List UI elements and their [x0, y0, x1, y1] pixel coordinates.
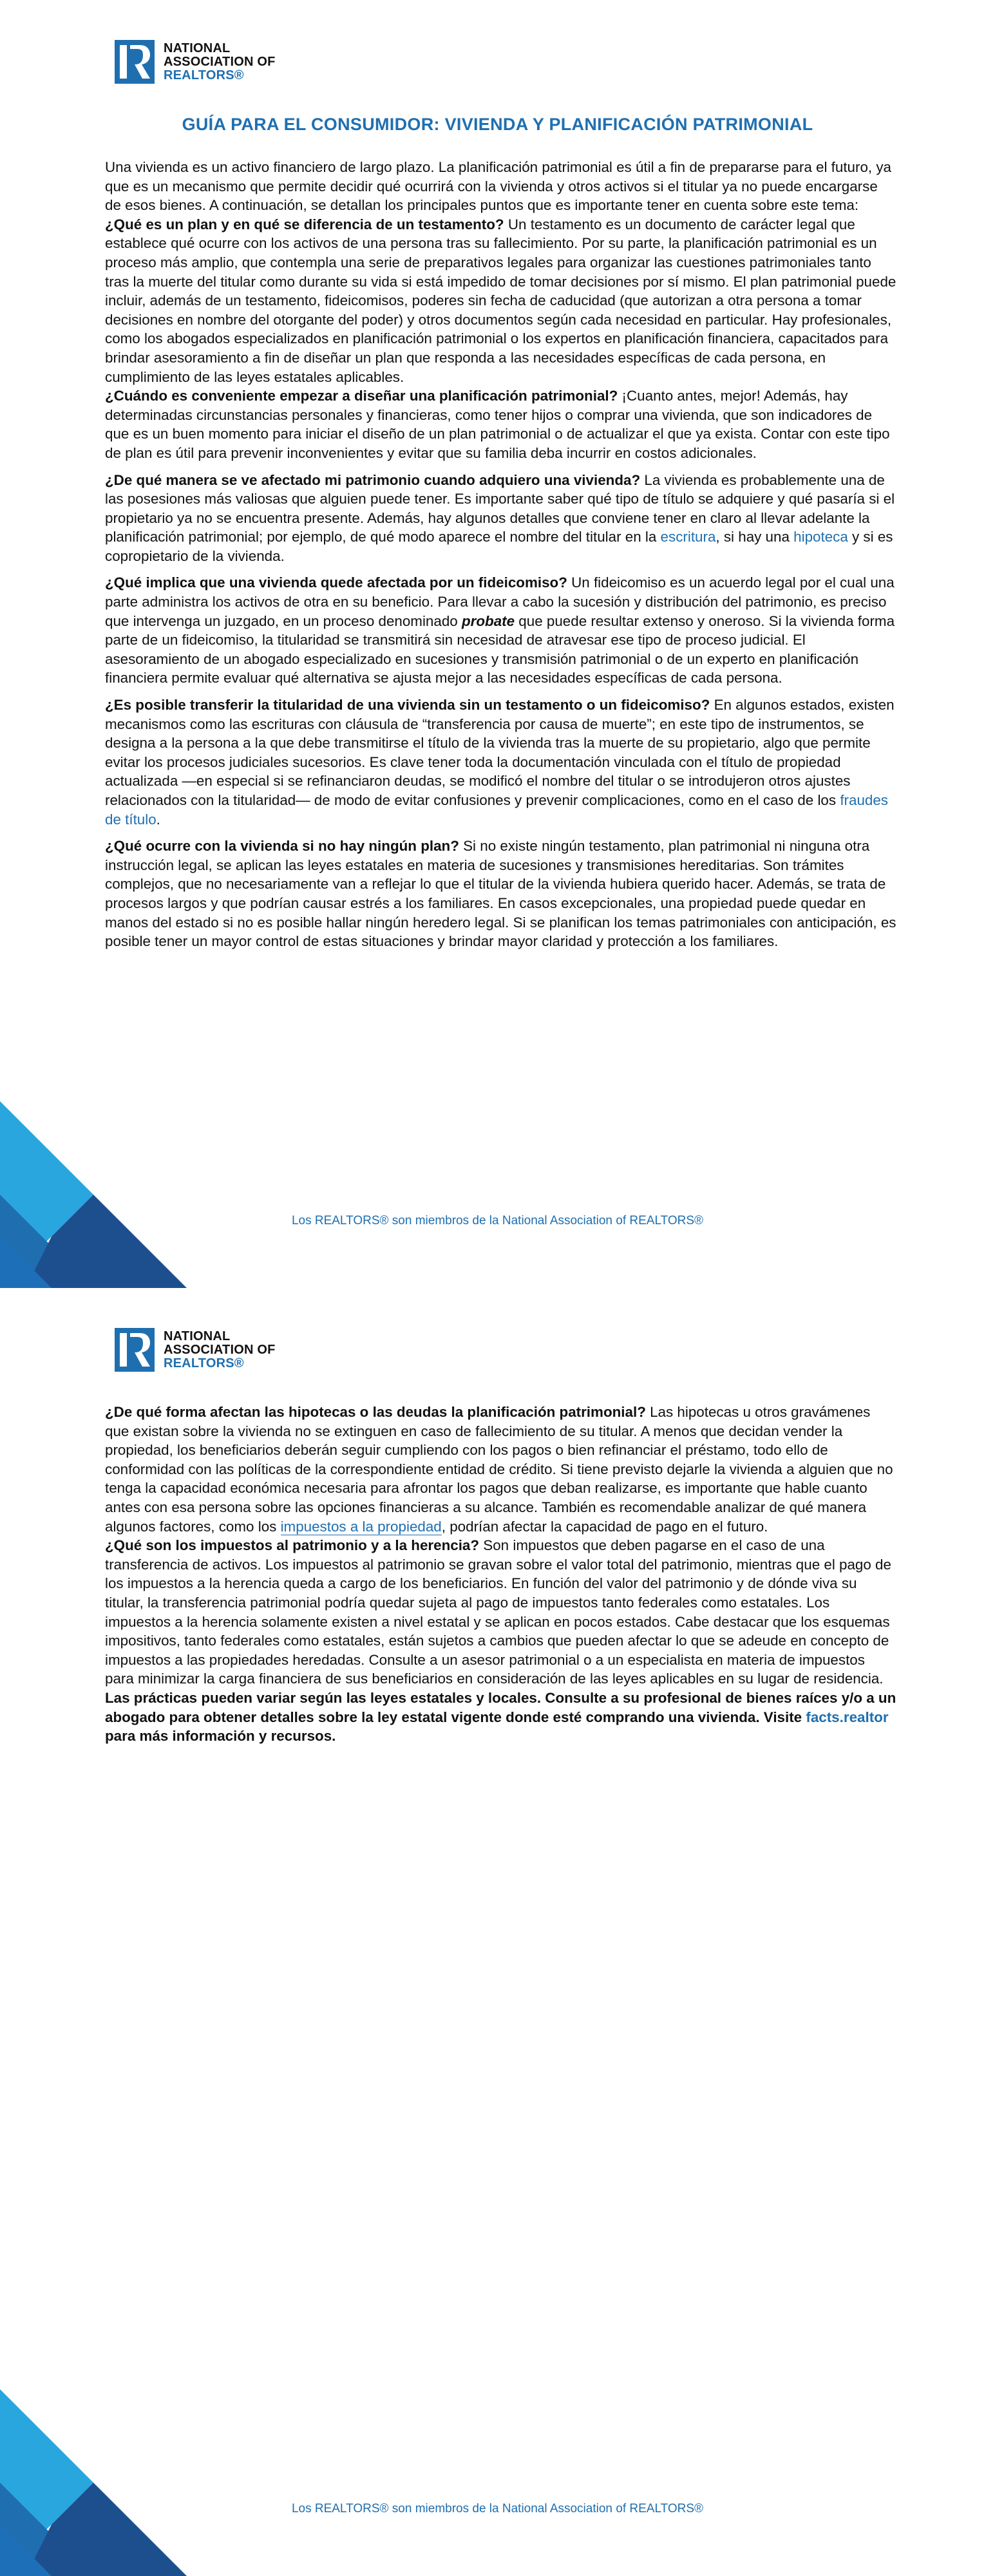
- section-plan-vs-testament: [105, 215, 897, 386]
- section-body-end: que puede resultar extenso y oneroso. Si la vivienda forma parte de un fideicomiso, la titularidad se transmitirá sin necesidad de atravesar ese tipo de proceso judicial. El asesoramiento de un abogado especializado en sucesiones y transmisión patrimonial o de un experto en planificación financiera permite evaluar qué alternativa se ajusta mejor a las necesidades específicas de cada persona.: [105, 612, 895, 687]
- section-body-end: .: [156, 811, 160, 828]
- section-body-end: , podrían afectar la capacidad de pago en el futuro.: [441, 1518, 768, 1535]
- section-body: Las hipotecas u otros gravámenes que existan sobre la vivienda no se extinguen en caso de fallecimiento de su titular. A menos que decidan vender la propiedad, los beneficiarios deberán seguir cumpliendo con los pagos o bien refinanciar el préstamo, todo ello de conformidad con las políticas de la correspondiente entidad de crédito. Si tiene previsto dejarle la vivienda a alguien que no tenga la capacidad económica necesaria para afrontar los pagos que deban realizarse, es importante que hable cuanto antes con esa persona sobre las opciones financieras a su alcance. También es recomendable analizar de qué manera algunos factores, como los: [105, 1404, 893, 1535]
- section-body: La vivienda es probablemente una de las posesiones más valiosas que alguien puede tener. Es importante saber qué tipo de título se adquiere y qué pasaría si el propietario ya no se encuentra presente. Además, hay algunos detalles que conviene tener en claro al llevar adelante la planificación patrimonial; por ejemplo, de qué modo aparece el nombre del titular en la: [105, 471, 895, 545]
- link-escritura[interactable]: escritura: [660, 529, 716, 545]
- section-body: Son impuestos que deben pagarse en el caso de una transferencia de activos. Los impuestos al patrimonio se gravan sobre el valor total del patrimonio, mientras que el pago de los impuestos a la herencia queda a cargo de los beneficiarios. En función del valor del patrimonio y de dónde viva su titular, la transferencia patrimonial podría quedar sujeta al pago de impuestos tanto federales como estatales. Los impuestos a la herencia solamente existen a nivel estatal y se aplican en pocos estados. Cabe destacar que los esquemas impositivos, tanto federales como estatales, están sujetos a cambios que pueden afectar lo que se adeude en concepto de impuestos a las propiedades heredadas. Consulte a un asesor patrimonial o a un especialista en materia de impuestos para minimizar la carga financiera de sus beneficiarios en consideración de las leyes aplicables en su lugar de residencia.: [105, 1537, 891, 1687]
- logo-wordmark: [164, 1330, 276, 1370]
- logo-line-2: ASSOCIATION OF: [164, 54, 276, 69]
- section-heading: ¿Qué implica que una vivienda quede afectada por un fideicomiso?: [105, 574, 567, 591]
- section-body: Un testamento es un documento de carácter legal que establece qué ocurre con los activos de una persona tras su fallecimiento. Por su parte, la planificación patrimonial es un proceso más amplio, que contempla una serie de preparativos legales para organizar las cuestiones patrimoniales tanto tras la muerte del titular como durante su vida si está impedido de tomar decisiones por sí mismo. El plan patrimonial puede incluir, además de un testamento, fideicomisos, poderes sin fecha de caducidad (que autorizan a otra persona a tomar decisiones en nombre del otorgante del poder) y otros documentos según cada necesidad en particular. Hay profesionales, como los abogados especializados en planificación patrimonial o los expertos en planificación financiera, capacitados para brindar asesoramiento a fin de diseñar un plan que responda a las necesidades específicas de cada persona, en cumplimiento de las leyes estatales aplicables.: [105, 216, 896, 385]
- section-heading: ¿Qué son los impuestos al patrimonio y a la herencia?: [105, 1537, 480, 1554]
- section-home-purchase: [105, 471, 897, 566]
- link-facts-realtor[interactable]: facts.realtor: [806, 1709, 889, 1725]
- logo-line-3: REALTORS®: [164, 68, 244, 82]
- nar-logo: [115, 40, 276, 84]
- section-body: Un fideicomiso es un acuerdo legal por el cual una parte administra los activos de otra en su beneficio. Para llevar a cabo la sucesión y distribución del patrimonio, es preciso que intervenga un juzgado, en un proceso denominado: [105, 574, 895, 629]
- section-heading: ¿De qué forma afectan las hipotecas o las deudas la planificación patrimonial?: [105, 1404, 646, 1420]
- page-2-content: [105, 1403, 897, 1754]
- closing-note: [105, 1689, 897, 1746]
- section-mortgages-debts: [105, 1403, 897, 1536]
- logo-wordmark: [164, 42, 276, 82]
- section-heading: ¿Es posible transferir la titularidad de una vivienda sin un testamento o un fideicomiso?: [105, 697, 710, 714]
- page-1-content: [105, 158, 897, 959]
- page-footer: Los REALTORS® son miembros de la National Association of REALTORS®: [291, 1214, 704, 1227]
- page-2: [0, 1288, 995, 2576]
- section-heading: ¿Qué ocurre con la vivienda si no hay ningún plan?: [105, 838, 459, 855]
- intro-paragraph: Una vivienda es un activo financiero de largo plazo. La planificación patrimonial es útil a fin de prepararse para el futuro, ya que es un mecanismo que permite decidir qué ocurrirá con la vivienda y otros activos si el titular ya no puede encargarse de esos bienes. A continuación, se detallan los principales puntos que es importante tener en cuenta sobre este tema:: [105, 159, 892, 214]
- closing-text: Las prácticas pueden variar según las leyes estatales y locales. Consulte a su profesional de bienes raíces y/o a un abogado para obtener detalles sobre la ley estatal vigente donde esté comprando una vivienda. Visite: [105, 1689, 896, 1725]
- section-trust: [105, 573, 897, 688]
- logo-line-1: NATIONAL: [164, 41, 231, 55]
- closing-text-end: para más información y recursos.: [105, 1728, 336, 1745]
- link-hipoteca[interactable]: hipoteca: [793, 529, 848, 545]
- nar-logo: [115, 1328, 276, 1372]
- section-when-to-start: [105, 386, 897, 462]
- section-body: ¡Cuanto antes, mejor! Además, hay determinadas circunstancias personales y financieras, como tener hijos o comprar una vivienda, que son indicadores de que es un buen momento para iniciar el diseño de un plan patrimonial o de actualizar el que ya exista. Contar con este tipo de plan es útil para prevenir inconvenientes y evitar que su familia deba incurrir en costos adicionales.: [105, 388, 890, 461]
- section-body: En algunos estados, existen mecanismos como las escrituras con cláusula de “transferencia por causa de muerte”; en este tipo de instrumentos, se designa a la persona a la que debe transmitirse el título de la vivienda tras la muerte de su propietario, algo que permite evitar los procesos judiciales sucesorios. Es clave tener toda la documentación vinculada con el título de propiedad actualizada —en especial si se refinanciaron deudas, se modificó el nombre del titular o se introdujeron otros ajustes relacionados con la titularidad— de modo de evitar confusiones y prevenir complicaciones, como en el caso de los: [105, 697, 895, 808]
- page-footer: Los REALTORS® son miembros de la National Association of REALTORS®: [291, 2502, 704, 2515]
- logo-line-3: REALTORS®: [164, 1356, 244, 1370]
- corner-decoration-icon: [0, 1101, 187, 1288]
- section-no-plan: [105, 837, 897, 951]
- term-probate: probate: [461, 612, 515, 629]
- link-fraudes-de-titulo[interactable]: fraudes de título: [105, 792, 888, 828]
- section-body: Si no existe ningún testamento, plan patrimonial ni ninguna otra instrucción legal, se aplican las leyes estatales en materia de sucesiones y transmisiones hereditarias. Son trámites complejos, que no necesariamente van a reflejar lo que el titular de la vivienda hubiera querido hacer. Además, se trata de procesos largos y que podrían causar estrés a los familiares. En casos excepcionales, una propiedad puede quedar en manos del estado si no es posible hallar ningún heredero legal. Si se planifican los temas patrimoniales con anticipación, es posible tener un mayor control de estas situaciones y brindar mayor claridad y protección a los familiares.: [105, 838, 896, 950]
- section-transfer-title: [105, 696, 897, 829]
- logo-line-2: ASSOCIATION OF: [164, 1342, 276, 1357]
- section-body-cont: , si hay una: [715, 529, 794, 545]
- realtor-r-logo-icon: [115, 1328, 155, 1372]
- section-heading: ¿Cuándo es conveniente empezar a diseñar una planificación patrimonial?: [105, 388, 618, 404]
- logo-line-1: NATIONAL: [164, 1329, 231, 1343]
- section-heading: ¿Qué es un plan y en qué se diferencia de un testamento?: [105, 216, 504, 232]
- corner-decoration-icon: [0, 2389, 187, 2576]
- section-heading: ¿De qué manera se ve afectado mi patrimonio cuando adquiero una vivienda?: [105, 471, 641, 488]
- section-body-end: y si es copropietario de la vivienda.: [105, 529, 893, 564]
- page-title: GUÍA PARA EL CONSUMIDOR: VIVIENDA Y PLANIFICACIÓN PATRIMONIAL: [182, 115, 813, 134]
- section-estate-taxes: [105, 1536, 897, 1689]
- link-impuestos-a-la-propiedad[interactable]: impuestos a la propiedad: [280, 1518, 442, 1535]
- realtor-r-logo-icon: [115, 40, 155, 84]
